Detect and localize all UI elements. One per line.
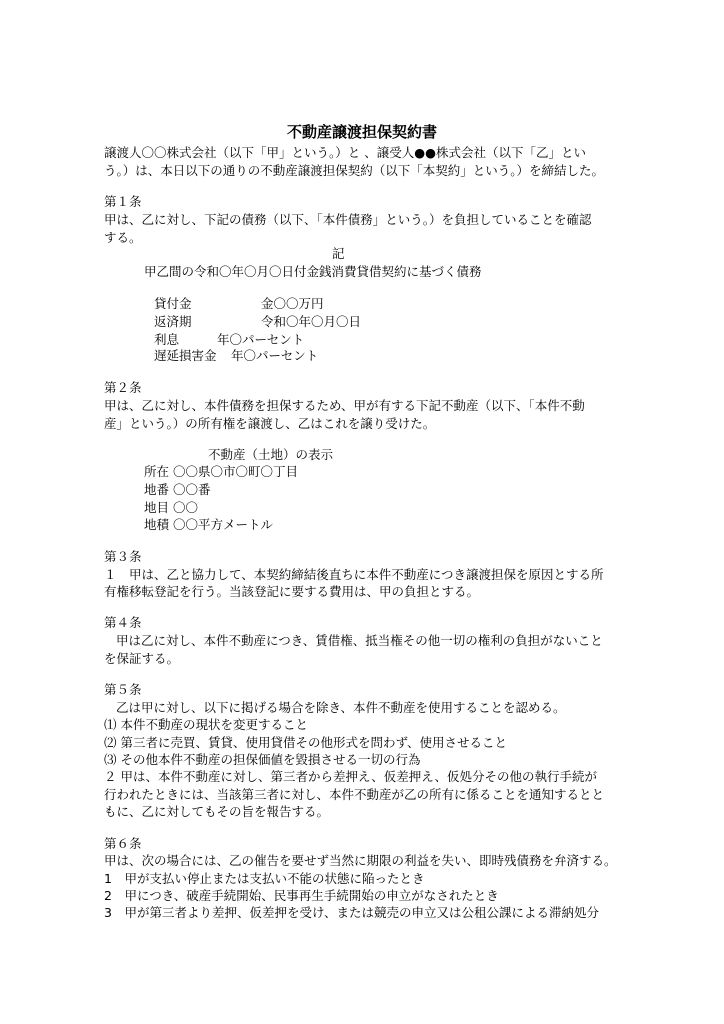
property-label: 地積	[144, 517, 170, 532]
article-5-text: ２ 甲は、本件不動産に対し、第三者から差押え、仮差押え、仮処分その他の執行手続が	[104, 769, 597, 784]
term-label: 貸付金	[154, 296, 192, 311]
article-3-heading: 第３条	[104, 549, 142, 564]
article-2-text: 甲は、乙に対し、本件債務を担保するため、甲が有する下記不動産（以下、「本件不動	[104, 398, 585, 413]
article-4-text: を保証する。	[104, 651, 180, 666]
property-value: 〇〇番	[173, 482, 211, 497]
term-value: 年〇パーセント	[231, 348, 319, 363]
article-4-heading: 第４条	[104, 615, 142, 630]
document-title: 不動産譲渡担保契約書	[286, 123, 437, 141]
article-2-text: 産」という。）の所有権を譲渡し、乙はこれを譲り受けた。	[104, 416, 436, 431]
article-5-item: ⑵ 第三者に売買、賃貸、使用貸借その他形式を問わず、使用させること	[104, 735, 507, 750]
article-4-text: 甲は乙に対し、本件不動産につき、賃借権、抵当権その他一切の権利の負担がないこと	[116, 633, 603, 648]
article-6-heading: 第６条	[104, 836, 142, 851]
intro-line: う。）は、本日以下の通りの不動産譲渡担保契約（以下「本契約」という。）を締結した。	[104, 163, 605, 178]
property-label: 所在	[144, 464, 170, 479]
article-1-text: する。	[104, 230, 142, 245]
term-label: 遅延損害金	[154, 348, 217, 363]
article-1-text: 甲は、乙に対し、下記の債務（以下、「本件債務」という。）を負担していることを確認	[104, 212, 592, 227]
article-5-text: 行われたときには、当該第三者に対し、本件不動産が乙の所有に係ることを通知するとと	[104, 787, 605, 802]
ki-label: 記	[332, 246, 345, 261]
property-heading: 不動産（土地）の表示	[208, 447, 334, 462]
article-5-text: もに、乙に対してもその旨を報告する。	[104, 804, 330, 819]
contract-line: 甲乙間の令和〇年〇月〇日付金銭消費貸借契約に基づく債務	[144, 264, 482, 279]
intro-line: 譲渡人〇〇株式会社（以下「甲」という。）と 、譲受人●●株式会社（以下「乙」とい	[104, 145, 587, 160]
property-label: 地目	[144, 500, 170, 515]
property-label: 地番	[144, 482, 170, 497]
property-value: 〇〇平方メートル	[173, 517, 274, 532]
property-value: 〇〇	[173, 500, 199, 515]
article-2-heading: 第２条	[104, 380, 142, 395]
article-3-text: １ 甲は、乙と協力して、本契約締結後直ちに本件不動産につき譲渡担保を原因とする所	[104, 567, 604, 582]
article-6-item: 1 甲が支払い停止または支払い不能の状態に陥ったとき	[104, 871, 425, 886]
article-6-item: 2 甲につき、破産手続開始、民事再生手続開始の申立がなされたとき	[104, 888, 499, 903]
property-value: 〇〇県〇市〇町〇丁目	[173, 464, 299, 479]
article-3-text: 有権移転登記を行う。当該登記に要する費用は、甲の負担とする。	[104, 584, 480, 599]
article-5-text: 乙は甲に対し、以下に掲げる場合を除き、本件不動産を使用することを認める。	[116, 700, 566, 715]
term-value: 年〇パーセント	[217, 332, 305, 347]
article-1-heading: 第１条	[104, 194, 142, 209]
article-5-heading: 第５条	[104, 682, 142, 697]
article-6-text: 甲は、次の場合には、乙の催告を要せず当然に期限の利益を失い、即時残債務を弁済する。	[104, 853, 617, 868]
term-label: 利息	[154, 332, 180, 347]
term-label: 返済期	[154, 314, 192, 329]
article-5-item: ⑶ その他本件不動産の担保価値を毀損させる一切の行為	[104, 752, 421, 767]
article-5-item: ⑴ 本件不動産の現状を変更すること	[104, 717, 308, 732]
term-value: 令和〇年〇月〇日	[261, 314, 362, 329]
term-value: 金〇〇万円	[261, 296, 324, 311]
article-6-item: 3 甲が第三者より差押、仮差押を受け、または競売の申立又は公租公課による滞納処分	[104, 905, 599, 920]
